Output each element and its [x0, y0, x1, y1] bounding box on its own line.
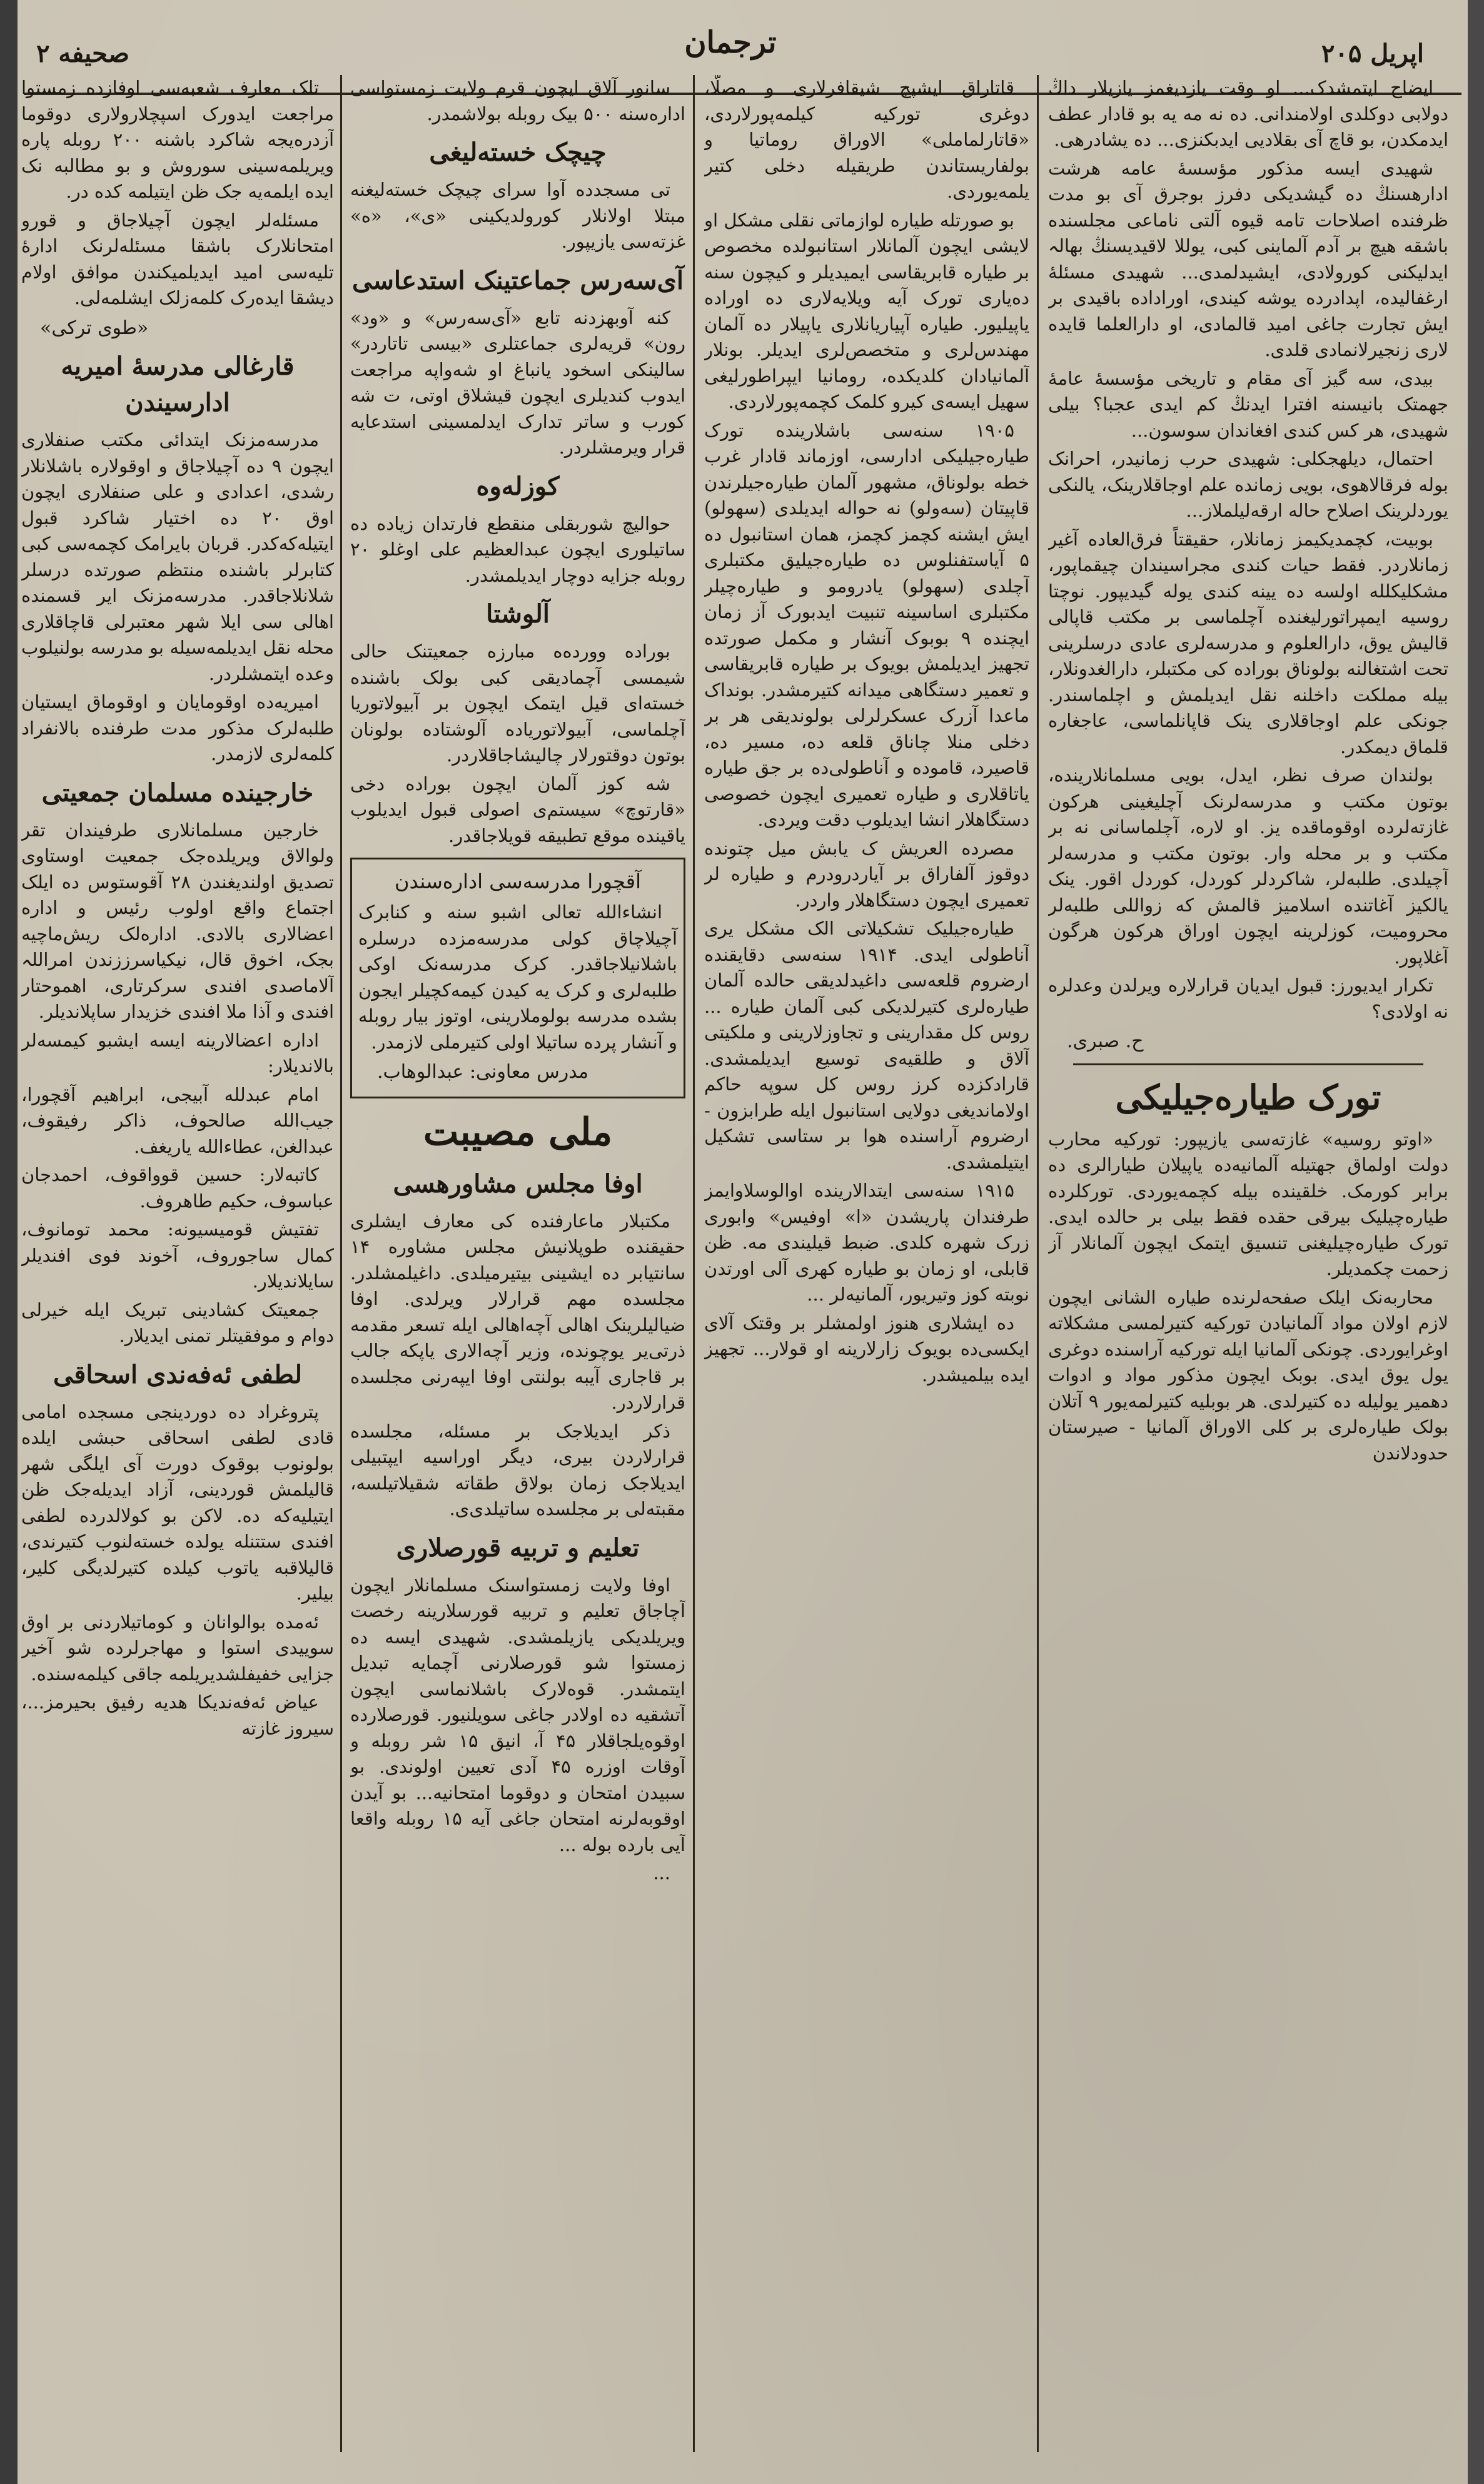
scan-edge-right [1468, 0, 1484, 2484]
paragraph: ئه‌مده بوالوانان و کوماتیلاردنی بر اوق سوییدی استوا و مهاجرلرده شو آخیر جزایی خفیفلشدیریلمه جاقی کیلمه‌سنده. [21, 1611, 334, 1685]
paragraph: تفتیش قومیسیونه: محمد تومانوف، کمال ساجوروف، آخوند فوی افندیلر سایلاندیلار. [21, 1219, 334, 1292]
paragraph: بوراده وورده‌ه مبارزه جمعیتنک حالی شیمسی آچمادیقی کبی بولک باشنده خسته‌ای قیل ایتمک ایچون بر آبیولاتوریا آچلماسی، آبیولاتوریاده آلوشتاده بولونان بوتون دوقتورلار چالیشاجاقلاردر. [350, 641, 685, 766]
paragraph: کنه آوبهزدنه تابع «آی‌سه‌رس» و «ود» رون» قریه‌لری جماعتلری «بیسی تاتاردر» سالینکی اسخود یانباغ او شه‌واپه مراجعت ایدوب کندیلری ایچون قیشلاق اوتی، ت‌ شه کورب و ساتر تدارک ایدلمسینی استدعایه قرار ویرمشلردر. [350, 307, 685, 458]
section-heading: چیچک خسته‌لیغی [429, 138, 607, 167]
paragraph: مسئله‌لر ایچون آچیلاجاق و قورو امتحانلارک باشقا مسئله‌لرنک ادارهٔ تلیه‌سی امید ایدیلمیکندن موافق اولام دیشقا ایده‌رک کلمه‌زلک ایشلمه‌لی. [21, 209, 334, 308]
paragraph: ۱۹۰۵ سنه‌سی باشلارینده تورک طیاره‌جیلیکی ادارسی، اوزماند قادار غرب خطه بولوناق، مشهور آلمان طیاره‌جیلرندن قاپیتان (سه‌ولو) نه حواله ایدیلدی (سهولو) ایش ایشنه کچمز کچمز، همان استانبول ده ۵ آیاستفنلوس ده طیاره‌جیلیق مکتبلری آچلدی (سهولو) یادرومو و طیاره‌چیلر مکتبلری اساسینه تنبیت ایدبورک آز زمان ایچنده ۹ بوبوک آنشار و مکمل صورتده تجهیز ایدیلمش بویوک بر طیاره قابریقاسی و تعمیر دستگاهی میدانه کتیرمشدر. بونداک ماعدا آزرک عسکرلرلی بولوندیقی هر بر دخلی منلا چاناق قلعه ده، مسیر ده، قاصیرد، قاموده و آناطولی‌ده بر جق طیاره یاتاقلاری و طیاره تعمیری ایچون خصوصی دستگاهلار انشا ایدیلوب دقت ویردی. [704, 419, 1029, 830]
paragraph: قاتاراق ایشپچ شیقافرلاری و مصلّا، دوغری تورکیه کیلمه‌پورلاردی، «قاتارلماملی» الاوراق روماتیا و بولفاریستاندن طریقیله دخلی کتیر یلمه‌یوردی. [704, 77, 1029, 202]
paragraph: بو صورتله طیاره لوازماتی نقلی مشکل او لایشی ایچون آلمانلار استانبولده مخصوص بر طیاره قابریقاسی ایمیدیلر و کیچون سنه ده‌یاری تورک آیه ویلایه‌لاری ده اوراده یاپیلیور. طیاره آپیاریانلاری یاپیلار ده آلمان مهندس‌لری و متخصص‌لری ایدیلر. بونلار آلمانیادان کلدیکده، رومانیا ایپراطورلیغی سهیل ایسه‌ی کیرو کلمک کچمه‌پورلاردی. [704, 209, 1029, 412]
paragraph: تی‌ مسجدده آوا سرای چیچک خسته‌لیغنه مبتلا اولانلار کورولدیکینی «ی»، «ه» غزته‌سی یازیپور. [350, 179, 685, 252]
column-divider [340, 75, 342, 2452]
paragraph: شه کوز آلمان ایچون بوراده دخی «قارتوچ» سیستم‌ی اصولی قبول ایدیلوب یاقینده موقع تطبیقه قویلاجاقدر. [350, 773, 685, 846]
paragraph: ذکر ایدیلاجک بر مسئله، مجلسده قرارلاردن بیری، دیگر اوراسیه ایپتبیلی ایدیلاجک زمان بولاق طقاته شقیلاتیلسه، مقبته‌لی بر مجلسده ساتیلدی‌ی. [350, 1420, 685, 1519]
column-4 [21, 75, 334, 2465]
paragraph: محاربه‌نک ایلک صفحه‌لرنده طیاره الشانی ایچون لازم اولان مواد آلمانیادن تورکیه کتیرلمسی مشکلاته اوغرایوردی. چونکی آلمانیا ایله تورکیه آراسنده دوغری یول یوق ایدی. بوبک ایچون مذکور مواد و ادوات دهمیر یولیله ده کتیرلدی. هر بوبلیه کتیرلمه‌یور ۹ آتلان بولک طیاره‌لری بر کلی الاوراق آلمانیا - صیرستان حدودلاندن [1048, 1286, 1448, 1464]
ornamental-heading: ملی مصیبت [423, 1110, 613, 1154]
paragraph: احتمال، دیلهجکلی: شهیدی حرب زمانیدر، احرانک بوله فرقالاهوی، بویی زمانده علم اوجاقلارینک، یالنکی یوردلرینک اصلاح حاله ارقه‌لیلملاز... [1048, 448, 1448, 521]
paragraph: ۱۹۱۵ سنه‌سی ایتدالارینده اوالوسلاوایمز طرفندان پاریشدن «ا» اوفیس» وابوری زرک شهره کلدی. ضبط قیلیندی مه. ظن قابلی، او زمان بو طیاره کهری آلی اورتدن نوبته کوز وتیریور، آلمانیه‌لر ... [704, 1180, 1029, 1305]
paragraph: بیدی، سه گیز آی مقام و تاریخی مؤسسهٔ عامهٔ جهمتک بانیسنه افترا ایدنڭ کم ایدی عجبا؟ بیلی شهیدی، هر کس کندی افغاندان سوسون... [1048, 367, 1448, 441]
notice-box [350, 858, 685, 1098]
paragraph: عیاض ئه‌فه‌ندیکا هدیه رفیق بحیرمز...، سیروز غازته [21, 1691, 334, 1739]
paragraph: «اوتو روسیه» غازته‌سی یازیپور: تورکیه محارب دولت اولماق جهتیله آلمانیه‌ده یاپیلان طیارالری ده برابر کورمک. خلقینده بیله کچمه‌یوردی. تورکلرده طیاره‌چیلیک بیرقی حقده فقط بیلی بر حالده ایدی. تورک طیاره‌چیلیغنی تنسیق ایتمک ایچون آلمانلار آز زحمت چکمدیلر. [1048, 1128, 1448, 1279]
section-heading: قارغالی مدرسهٔ امیریه ادارسیندن [61, 352, 295, 417]
paragraph: خارجین مسلمانلاری طرفیندان تقر ولوالاق ویریلده‌جک جمعیت اوستاوی تصدیق اولندیغندن ۲۸ آقوستوس ده ایلک اجتماع واقع اولوب رئیس و اداره اعضالاری بالادی. اداره‌لک ریش‌ماچیه بجک، اخوق قال، نیکیاسرززندن امراللہ آلاماصدی افندی سرکرتاری، اهموحتار افندی و آذا ملا افندی خزیدار ساپلاندیلر. [21, 819, 334, 1022]
paragraph: جمعیتک کشادینی تبریک ایله خیرلی دوام و موفقیتلر تمنی ایدیلار. [21, 1299, 334, 1346]
section-heading: لطفی ئه‌فه‌ندی اسحاقی [53, 1359, 303, 1389]
paragraph: کاتبه‌لار: حسین قوواقوف، احمدجان عباسوف، حکیم طاهروف. [21, 1164, 334, 1212]
section-rule [1073, 1063, 1423, 1065]
paragraph: پتروغراد ده دوردینجی مسجده امامی قادی لطفی اسحاقی حبشی ایلده بولونوب بوقوک دورت آی ایلگی شهر قالیلمش قوردینی، آزاد ایدیله‌جک ظن ایتیلیه‌که ده. لاکن بو کولالدرده لطفی افندی ستتنله یولده خسته‌لنوب کتیرندی، قالیلاقبه یاتوب کیلده کتیرلدیگی کلیر، بیلیر. [21, 1401, 334, 1604]
column-divider [693, 75, 695, 2452]
section-heading: تعلیم و تربیه قورصلاری [396, 1533, 640, 1563]
paragraph: امام عبدلله آبیجی، ابراهیم آقچورا، جیب‌الله صالحوف، ذاکر رفیقوف، عبدالغن، عطاءالله یاریغف. [21, 1083, 334, 1157]
paragraph: ایضاح ایتمشدک... او وقت یازدیغمز یازیلار داڭ دولابی دوکلدی اولامندانی. ده نه مه یه بو قادار عطف ایدمکدن، بو قاچ آی بقلادیی ایدبکنزی... ده یشادرهی. [1048, 77, 1448, 150]
paragraph: تلک معارف شعبه‌سی اوفازده زمستوا مراجعت ایدورک اسپچلارولاری دوقوما آزدره‌یجه شاکرد باشنه ۲۰۰ روبله پاره ویریلمه‌سینی سوروش و بو مطالبه نک ایده ایلمه‌یه جک ظن ایتیلمه کده در. [21, 77, 334, 202]
paragraph: ... [653, 1862, 670, 1883]
paragraph: اداره اعضالارینه ایسه ایشبو کیمسه‌لر بالاندیلار: [21, 1029, 334, 1077]
source-credit: «طوی ترکی» [40, 317, 149, 339]
paragraph: امیریه‌ده اوقومایان و اوقوماق ایستیان طلبه‌لرک مذکور مدت طرفنده بالانفراد کلمه‌لری لازمدر. [21, 691, 334, 764]
notice-signature: مدرس معاونی: عبدالوهاب. [377, 1061, 589, 1083]
column-2 [704, 75, 1029, 2465]
article-heading: تورک طیاره‌جیلیکی [1115, 1077, 1381, 1117]
paragraph: سانور آلاق ایچون قرم ولایت زمستواسی اداره‌سنه ۵۰۰ بیک روبله بولاشمدر. [350, 77, 685, 124]
masthead-title: ترجمان [684, 25, 777, 60]
notice-title: آقچورا مدرسه‌سی اداره‌سندن [395, 869, 641, 893]
paragraph: ده ایشلاری هنوز اولمشلر بر وقتک آلای ایکسی‌ده بویوک زارلارینه او قولار... تجهیز ایده بیلمیشدر. [704, 1312, 1029, 1386]
column-3 [350, 75, 685, 2465]
paragraph: شهیدی ایسه مذکور مؤسسهٔ عامه هرشت ادارهسنڭ ده گیشدیکی دفرز بوجرق آی بو مدت ظرفنده اصلاحات تامه قیوه آلتی ناماعی مجلسنده باشقه هیچ بر آدم آلماینی کبی، یوللا لاقیدیسنڭ بهالہ ایدلیکنی کورولادی، ایشیدلمدی... شهیدی مسئلهٔ ارغفالیده، اپدادرده یوشه کیندی، اوراداده باقیدی بر ایش تجارت جاغی امید قالمادی، او دارالعلما قایده لاری زنجیرلانمادی قلدی. [1048, 157, 1448, 360]
scan-edge-left [0, 0, 18, 2484]
paragraph: مدرسه‌مزنک ایتدائی مکتب صنفلاری ایچون ۹ ده آچیلاجاق و اوقولاره باشلانلار رشدی، اعدادی و علی صنفلاری ایچون اوق ۲۰ ده اختیار شاکرد قبول ایتیله‌که‌کدر. قربان بایرامک کچمه‌سی کبی کتابرلر باشنده منتظم صورتده درسلر شلانلاجاقدر. مدرسه‌مزنک ایر قسمنده اهالی سی ایلا شهر معتبر‌لی قاچاقلاری محله نقل ایدیلمه‌سیله بو مدرسه بولنیلوب وعده ایتمشلردر. [21, 429, 334, 684]
paragraph: مصرده العریش ک یابش میل چتونده دوقوز آلفاراق بر آیاردرودرم و طیاره لر تعمیری ایچون دستگاهلار واردر. [704, 837, 1029, 911]
section-heading: کوزله‌وه [476, 471, 560, 501]
paragraph: مکتبلار ماعارفنده کی معارف ایشلری حقیقنده طوپلانیش مجلس مشاوره ۱۴ سانتیابر ده ایشینی بیتیرمیلدی. داغیلمشلدر. مجلسده مهم قرارلار ویرلدی. اوفا ضیالیلرینک اهالی آچه‌اها‌لی ایله تسعر مقدمه ذرتی‌یر یوچونده، وزیر آچه‌الاری یاپکه‌ جالب بر قاجاری آیبه بولنتی اوفا ایپه‌رنی مجلسده قرارلاردر. [350, 1210, 685, 1413]
paragraph: حوالیچ شوربقلی منقطع فارتدان زیاده ده ساتیلوری ایچون عبدالعظیم علی اوغلو ۲۰ روبله جزایه دوچار ایدیلمشدر. [350, 512, 685, 586]
paragraph: بولندان صرف نظر، ایدل، بویی مسلمانلارینده، بوتون مکتب و مدرسه‌لرنک آچلیغینی هرکون غازته‌لرده اوقوماقده یز. او لاره، آچلماسانی نه بر مکتب و بر محله وار. بوتون مکتب و مدرسه‌لر آچیلدی. طلبه‌لر، شاکردلر کوردل، کوردل اقور. ینک یالکیز آغاتنده اسلامیز قالمش که زواللی طلبه‌لر محرومیت، کوزلرینه ایچون اوراق هرکون هرگون آغلاپور. [1048, 764, 1448, 968]
paragraph: انشاءالله تعالی اشبو سنه‌ و کنابرک آچیلاچاق کولی مدرسه‌مزده درسلره باشلانیلاجاقدر. کرک مدرسه‌نک اوکی طلبه‌لری و کرک یه کیدن کیمه‌کچیلر ایجون بشده مدرسه بولوملارینی، اوتوز بیار روبله و آنشار پرده ساتیلا اولی کتیرملی لازمدر. [358, 901, 677, 1053]
paragraph: طیاره‌جیلیک تشکیلاتی الک مشکل یری آناطولی ایدی. ۱۹۱۴ سنه‌سی دقایقنده ارضروم قلعه‌سی داغیدلدیقی حالده آلمان طیاره‌لری کتیرلدیکی کبی آلمان طیاره ... روس کل مقدارینی و تجاوزلارینی و ملکیتی آلاق و طلقیه‌ی توسیع ایدیلمشدی. قارادکزده کرز روس کل سوپه حاکم اولاماندیغی دولایی استانبول ایله طرابزون - ارضروم آراسنده هوا بر ستاسی تشکیل ایتیلمشدی. [704, 918, 1029, 1173]
page-number-label: صحیفه ۲ [36, 39, 129, 68]
paragraph: تکرار ایدیورز: قبول ایدیان قرارلاره ویرلدن وعدلره نه اولادی؟ [1048, 975, 1448, 1022]
issue-date: اپریل ۲۰۵ [1321, 39, 1424, 68]
paragraph: بوبیت، کچمدیکیمز زمانلار، حقیقتاً فرق‌العاده آغیر زمانلاردر. فقط حیات کندی مجراسیندان چیقماپور، مشکلیکلله اولسه ده یینه کندی یوله گیدیپور. نوچتا روسیه ایمپراتورلیغنده آچلماسی بر مکتب قاپالی قالیش یوق، دارالعلوم و مدرسه‌لری عادی درسلرینی تحت اشتغالنه بولوناق بوراده کی مکتبلر، دارالغدونلار، بیله مملکت داخلنه نقل ایدیلمش و اچلماسندر. جونکی علم اوجاقلاری ینک قاپانلماسی، عاجغاره قلماق دیمکدر. [1048, 528, 1448, 758]
column-divider [1037, 75, 1039, 2452]
author-signature: ح. صبری. [1067, 1030, 1144, 1052]
column-1 [1048, 75, 1448, 2465]
newspaper-page [18, 0, 1468, 2484]
paragraph: اوفا ولایت زمستواسنک مسلمانلار ایچون آچاجاق تعلیم و تربیه قورسلارینه رخصت ویریلدیکی یازیلمشدی. شهیدی ایسه ده زمستوا شو قورصلارنی آچمایه تبدیل ایتمشدر. قوه‌لارک باشلانماسی ایچون آتشقیه ده اولادر جاغی سویلنیور. قورصلارده اوقوه‌یلجاقلار ۴۵ آ، انیق ۱۵ شر روبله و آوقات اوزره ۴۵ آدی تعیین اولوندی. بو سبیدن امتحان و دوقوما امتحانیه... بو آیدن اوقوبه‌لرنه امتحان جاغی آیه ۱۵ روبله واقعا آیی بارده بوله ... [350, 1574, 685, 1855]
section-heading: آلوشتا [486, 599, 550, 629]
section-heading: آی‌سه‌رس جماعتینک استدعاسی [352, 265, 684, 295]
section-heading: خارجینده مسلمان جمعیتی [41, 778, 314, 808]
section-heading: اوفا مجلس مشاورهسی [393, 1168, 643, 1199]
